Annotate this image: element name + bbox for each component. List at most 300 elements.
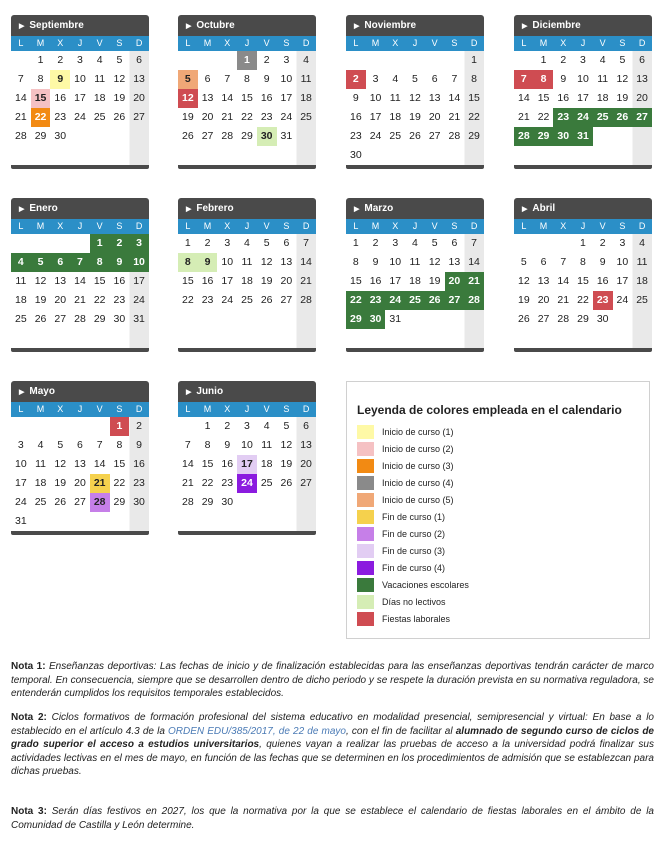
legend-swatch (357, 510, 374, 524)
day-grid (346, 51, 484, 165)
day-cell: 7 (514, 70, 534, 89)
day-cell: 2 (346, 70, 366, 89)
day-cell: 6 (540, 256, 547, 268)
month-calendar (11, 381, 149, 535)
day-cell: 8 (37, 73, 44, 85)
day-cell: 17 (221, 275, 234, 287)
day-cell: 13 (280, 256, 293, 268)
day-cell: 16 (596, 275, 609, 287)
month-name: Septiembre (29, 20, 84, 31)
day-grid (178, 417, 316, 531)
day-cell: 11 (389, 92, 401, 104)
day-cell: 5 (116, 54, 123, 66)
day-cell: 6 (431, 73, 438, 85)
day-cell: 12 (178, 89, 198, 108)
month-calendar (178, 198, 316, 352)
day-cell: 27 (537, 313, 550, 325)
day-cell: 3 (17, 439, 24, 451)
day-cell: 16 (350, 111, 362, 123)
legend-swatch (357, 425, 374, 439)
day-cell: 2 (560, 54, 567, 66)
day-cell: 4 (263, 420, 270, 432)
month-header[interactable] (346, 15, 484, 36)
day-cell: 28 (464, 291, 484, 310)
day-cell: 22 (468, 111, 480, 123)
day-cell: 18 (34, 477, 47, 489)
weekday-label: X (224, 38, 231, 48)
weekday-label: D (135, 404, 143, 414)
day-cell: 8 (116, 439, 123, 451)
weekday-label: M (371, 221, 380, 231)
weekday-label: M (203, 221, 212, 231)
day-cell: 27 (280, 294, 293, 306)
day-cell: 27 (201, 130, 214, 142)
weekday-label: X (57, 38, 64, 48)
day-cell: 17 (577, 92, 589, 104)
day-cell: 14 (93, 458, 106, 470)
day-cell: 31 (389, 313, 402, 325)
day-cell: 16 (369, 275, 382, 287)
legend-swatch (357, 493, 374, 507)
legend-item (357, 593, 649, 610)
day-cell: 26 (34, 313, 47, 325)
day-cell: 23 (54, 111, 67, 123)
day-cell: 22 (201, 477, 214, 489)
day-cell: 30 (221, 496, 234, 508)
month-name: Noviembre (364, 20, 417, 31)
day-cell: 18 (409, 275, 421, 287)
day-cell: 11 (409, 256, 421, 268)
day-cell: 23 (350, 130, 362, 142)
day-cell: 21 (182, 477, 194, 489)
day-cell: 17 (133, 275, 145, 287)
day-cell: 3 (580, 54, 586, 66)
day-cell: 7 (303, 237, 309, 249)
day-cell: 31 (15, 515, 27, 527)
day-grid (178, 234, 316, 348)
legend-label: Inicio de curso (5) (382, 494, 454, 505)
day-cell: 28 (90, 493, 110, 512)
day-cell: 19 (34, 294, 47, 306)
day-cell: 6 (283, 237, 290, 249)
month-header[interactable] (11, 381, 149, 402)
day-cell: 9 (263, 73, 270, 85)
day-cell: 26 (54, 496, 67, 508)
day-cell: 19 (182, 111, 194, 123)
day-cell: 12 (34, 275, 47, 287)
weekday-label: X (224, 404, 231, 414)
weekday-label: V (96, 404, 103, 414)
day-cell: 27 (133, 111, 145, 123)
day-cell: 19 (518, 294, 530, 306)
day-cell: 23 (221, 477, 234, 489)
day-cell: 11 (636, 256, 648, 268)
day-cell: 24 (221, 294, 234, 306)
day-cell: 31 (280, 130, 293, 142)
day-cell: 3 (619, 237, 626, 249)
weekday-label: L (185, 38, 191, 48)
day-cell: 30 (257, 127, 277, 146)
weekday-label: L (353, 38, 359, 48)
day-cell: 6 (639, 54, 645, 66)
day-cell: 8 (178, 253, 198, 272)
day-cell: 8 (580, 256, 586, 268)
day-grid (346, 234, 484, 348)
expand-arrow-icon: ▶ (522, 206, 528, 213)
weekday-label: X (224, 221, 231, 231)
weekday-header (346, 219, 484, 234)
month-footer (346, 165, 484, 169)
day-cell: 14 (557, 275, 570, 287)
day-cell: 4 (96, 54, 103, 66)
day-cell: 20 (537, 294, 550, 306)
day-cell: 14 (468, 256, 480, 268)
month-name: Mayo (29, 386, 55, 397)
day-cell: 24 (280, 111, 293, 123)
day-cell: 15 (182, 275, 194, 287)
day-cell: 9 (198, 253, 218, 272)
orden-link[interactable]: ORDEN EDU/385/2017, de 22 de mayo (168, 725, 346, 737)
day-cell: 15 (468, 92, 480, 104)
day-cell: 15 (350, 275, 362, 287)
day-cell: 4 (639, 237, 645, 249)
legend-items (347, 423, 649, 627)
day-cell: 7 (184, 439, 191, 451)
day-grid (11, 234, 149, 348)
weekday-label: V (96, 221, 103, 231)
weekday-header (178, 219, 316, 234)
empty-cell (366, 51, 386, 70)
note-1-label: Nota 1: (11, 661, 46, 672)
month-header[interactable] (346, 198, 484, 219)
weekday-label: S (283, 221, 290, 231)
day-cell: 12 (113, 73, 126, 85)
legend-swatch (357, 544, 374, 558)
day-cell: 8 (90, 253, 110, 272)
legend-item (357, 440, 649, 457)
day-cell: 29 (468, 130, 480, 142)
note-3-text: Serán días festivos en 2027, los que la normativa por la que se establece el calendario de fiestas laborales en el ámbito de la Comunidad de Castilla y León determine. (11, 806, 654, 831)
empty-cell (11, 51, 31, 70)
weekday-label: D (638, 38, 646, 48)
day-cell: 8 (471, 73, 477, 85)
day-cell: 28 (221, 130, 234, 142)
weekday-label: M (539, 221, 548, 231)
month-header[interactable] (514, 198, 652, 219)
day-cell: 19 (113, 92, 126, 104)
day-cell: 10 (369, 92, 382, 104)
weekday-label: X (57, 404, 64, 414)
day-cell: 19 (409, 111, 421, 123)
weekday-label: L (353, 221, 359, 231)
weekday-label: S (116, 404, 123, 414)
month-header[interactable] (514, 15, 652, 36)
legend-swatch (357, 561, 374, 575)
day-cell: 29 (93, 313, 106, 325)
legend-label: Fiestas laborales (382, 613, 451, 624)
day-cell: 2 (57, 54, 64, 66)
legend-item (357, 576, 649, 593)
day-cell: 5 (57, 439, 64, 451)
month-name: Abril (532, 203, 556, 214)
day-cell: 2 (263, 54, 270, 66)
day-cell: 23 (366, 291, 386, 310)
weekday-label: M (36, 404, 45, 414)
day-cell: 10 (280, 73, 293, 85)
day-cell: 13 (54, 275, 67, 287)
legend-swatch (357, 612, 374, 626)
weekday-label: S (451, 221, 458, 231)
day-cell: 26 (182, 130, 194, 142)
weekday-label: S (451, 38, 458, 48)
day-cell: 9 (372, 256, 379, 268)
day-cell: 17 (74, 92, 86, 104)
month-header[interactable] (11, 15, 149, 36)
day-grid (514, 234, 652, 348)
day-cell: 29 (201, 496, 214, 508)
day-cell: 1 (37, 54, 44, 66)
month-footer (514, 165, 652, 169)
day-cell: 29 (346, 310, 366, 329)
empty-cell (514, 234, 534, 253)
day-cell: 25 (241, 294, 253, 306)
day-cell: 2 (224, 420, 231, 432)
month-calendar (514, 198, 652, 352)
day-cell: 11 (597, 73, 609, 85)
legend-item (357, 474, 649, 491)
note-2-label: Nota 2: (11, 712, 47, 723)
day-cell: 15 (577, 275, 589, 287)
day-grid (514, 51, 652, 165)
day-cell: 6 (136, 54, 142, 66)
day-cell: 1 (352, 237, 359, 249)
day-cell: 11 (94, 73, 106, 85)
weekday-label: D (302, 221, 310, 231)
day-cell: 28 (448, 130, 461, 142)
day-cell: 6 (77, 439, 83, 451)
month-header[interactable] (11, 198, 149, 219)
day-cell: 18 (389, 111, 402, 123)
legend-swatch (357, 527, 374, 541)
day-cell: 16 (113, 275, 126, 287)
month-calendar (11, 15, 149, 169)
day-cell: 28 (15, 130, 27, 142)
day-cell: 29 (534, 127, 554, 146)
day-cell: 13 (74, 458, 86, 470)
day-cell: 4 (392, 73, 399, 85)
day-cell: 22 (182, 294, 194, 306)
day-cell: 16 (133, 458, 145, 470)
weekday-label: L (185, 404, 191, 414)
expand-arrow-icon: ▶ (186, 389, 192, 396)
day-cell: 30 (350, 149, 362, 161)
weekday-label: S (619, 38, 626, 48)
weekday-label: S (283, 38, 290, 48)
day-cell: 21 (15, 111, 27, 123)
day-cell: 27 (74, 496, 86, 508)
day-cell: 5 (283, 420, 290, 432)
day-cell: 24 (616, 294, 629, 306)
day-cell: 18 (93, 92, 106, 104)
day-cell: 14 (448, 92, 461, 104)
day-cell: 9 (599, 256, 606, 268)
day-cell: 7 (96, 439, 103, 451)
empty-cell (425, 51, 445, 70)
note-2-bold: alumnado de segundo curso de ciclos de grado superior el acceso a estudios universitarios (11, 725, 654, 750)
day-cell: 4 (244, 237, 250, 249)
day-cell: 25 (93, 111, 106, 123)
day-cell: 14 (182, 458, 194, 470)
day-cell: 20 (74, 477, 86, 489)
day-cell: 10 (74, 73, 86, 85)
day-cell: 13 (636, 73, 648, 85)
day-cell: 22 (31, 108, 51, 127)
month-footer (11, 531, 149, 535)
day-cell: 30 (113, 313, 126, 325)
day-cell: 13 (133, 73, 145, 85)
day-cell: 7 (451, 73, 458, 85)
weekday-header (514, 36, 652, 51)
day-cell: 3 (129, 234, 149, 253)
color-legend (346, 381, 650, 639)
note-3 (11, 805, 654, 832)
day-cell: 28 (557, 313, 570, 325)
day-cell: 30 (133, 496, 145, 508)
month-name: Octubre (196, 20, 235, 31)
weekday-label: V (599, 38, 606, 48)
expand-arrow-icon: ▶ (522, 23, 528, 30)
day-cell: 18 (596, 92, 609, 104)
weekday-label: X (392, 38, 399, 48)
empty-cell (445, 51, 465, 70)
day-cell: 1 (580, 237, 586, 249)
day-cell: 12 (280, 439, 293, 451)
day-cell: 10 (616, 256, 629, 268)
day-cell: 14 (74, 275, 86, 287)
day-cell: 7 (560, 256, 567, 268)
day-cell: 19 (428, 275, 441, 287)
day-cell: 24 (237, 474, 257, 493)
day-cell: 15 (93, 275, 106, 287)
day-cell: 27 (632, 108, 652, 127)
month-header[interactable] (178, 15, 316, 36)
day-cell: 12 (260, 256, 273, 268)
day-cell: 24 (74, 111, 86, 123)
day-cell: 8 (352, 256, 359, 268)
legend-item (357, 491, 649, 508)
day-cell: 27 (428, 130, 441, 142)
weekday-label: J (412, 38, 418, 48)
day-cell: 7 (17, 73, 24, 85)
day-cell: 14 (15, 92, 27, 104)
day-grid (11, 417, 149, 531)
expand-arrow-icon: ▶ (186, 23, 192, 30)
legend-label: Inicio de curso (1) (382, 426, 454, 437)
day-cell: 4 (303, 54, 309, 66)
weekday-label: D (135, 38, 143, 48)
day-cell: 20 (445, 272, 465, 291)
day-cell: 29 (577, 313, 589, 325)
day-cell: 9 (352, 92, 359, 104)
day-cell: 20 (636, 92, 648, 104)
day-cell: 27 (54, 313, 67, 325)
month-name: Junio (196, 386, 224, 397)
day-cell: 20 (300, 458, 312, 470)
empty-cell (198, 51, 218, 70)
day-grid (178, 51, 316, 165)
legend-label: Fin de curso (2) (382, 528, 446, 539)
weekday-label: J (580, 221, 586, 231)
day-cell: 26 (260, 294, 273, 306)
day-cell: 25 (405, 291, 425, 310)
day-cell: 2 (599, 237, 606, 249)
day-cell: 10 (129, 253, 149, 272)
day-cell: 6 (451, 237, 458, 249)
day-cell: 11 (35, 458, 46, 470)
weekday-label: M (36, 38, 45, 48)
month-footer (11, 348, 149, 352)
weekday-label: J (77, 404, 83, 414)
day-cell: 23 (113, 294, 126, 306)
weekday-label: L (185, 221, 191, 231)
day-cell: 15 (113, 458, 126, 470)
day-cell: 22 (113, 477, 126, 489)
day-cell: 26 (518, 313, 530, 325)
weekday-label: D (302, 38, 310, 48)
empty-cell (217, 51, 237, 70)
day-cell: 16 (201, 275, 214, 287)
legend-item (357, 559, 649, 576)
day-cell: 21 (448, 111, 461, 123)
day-cell: 21 (518, 111, 530, 123)
month-header[interactable] (178, 381, 316, 402)
weekday-label: D (470, 38, 478, 48)
day-cell: 30 (596, 313, 609, 325)
expand-arrow-icon: ▶ (186, 206, 192, 213)
legend-swatch (357, 476, 374, 490)
empty-cell (11, 234, 31, 253)
empty-cell (553, 234, 573, 253)
day-cell: 23 (553, 108, 573, 127)
day-cell: 20 (428, 111, 441, 123)
day-cell: 25 (389, 130, 402, 142)
day-cell: 19 (260, 275, 273, 287)
day-cell: 13 (428, 92, 441, 104)
day-cell: 30 (366, 310, 386, 329)
month-footer (514, 348, 652, 352)
expand-arrow-icon: ▶ (354, 206, 360, 213)
day-cell: 17 (15, 477, 27, 489)
day-cell: 1 (540, 54, 547, 66)
empty-cell (90, 417, 110, 436)
day-cell: 24 (133, 294, 145, 306)
day-cell: 17 (616, 275, 629, 287)
day-cell: 16 (260, 92, 273, 104)
weekday-label: L (18, 404, 24, 414)
day-cell: 15 (537, 92, 550, 104)
day-cell: 31 (133, 313, 145, 325)
day-cell: 30 (553, 127, 573, 146)
day-cell: 11 (261, 439, 273, 451)
day-cell: 10 (389, 256, 402, 268)
day-cell: 10 (577, 73, 589, 85)
weekday-label: X (560, 221, 567, 231)
day-cell: 28 (182, 496, 194, 508)
day-cell: 7 (224, 73, 231, 85)
month-header[interactable] (178, 198, 316, 219)
legend-item (357, 457, 649, 474)
day-cell: 5 (431, 237, 438, 249)
